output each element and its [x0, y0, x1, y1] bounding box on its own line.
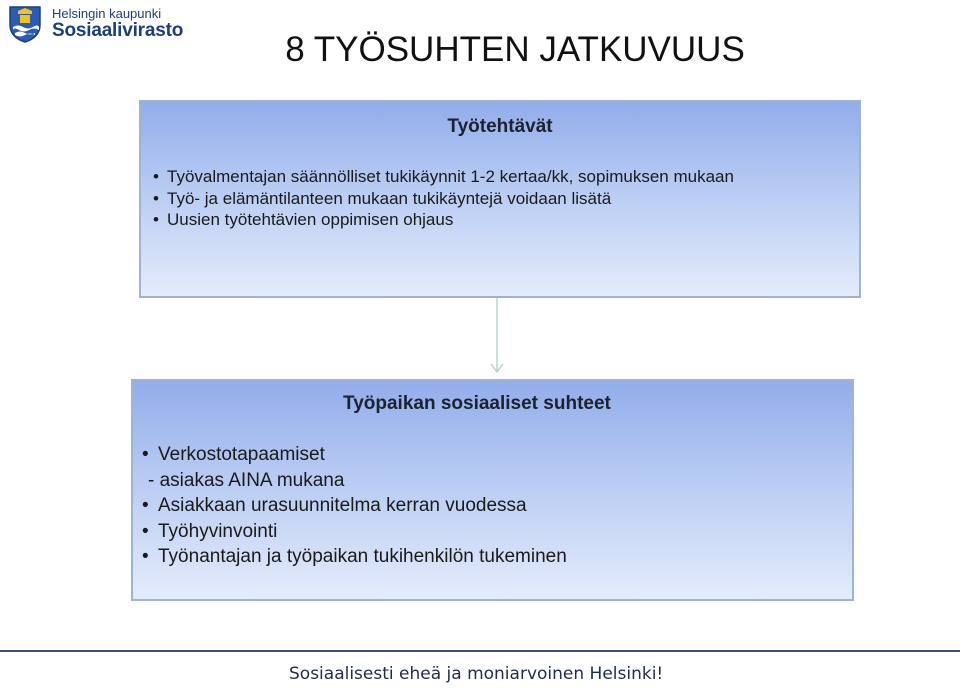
list-item: [142, 493, 842, 519]
list-item-text: Uusien työtehtävien oppimisen ohjaus: [167, 210, 454, 229]
bullet-icon: •: [153, 167, 159, 186]
bullet-icon: •: [142, 546, 149, 567]
social-relations-heading: Työpaikan sosiaaliset suhteet: [343, 393, 611, 414]
bullet-icon: •: [142, 495, 149, 516]
list-item-text: Asiakkaan urasuunnitelma kerran vuodessa: [158, 495, 527, 516]
page-title: 8 TYÖSUHTEN JATKUVUUS: [285, 30, 745, 69]
bullet-icon: •: [153, 210, 159, 229]
work-tasks-heading: Työtehtävät: [447, 116, 553, 137]
list-item-text: Työ- ja elämäntilanteen mukaan tukikäyntejä voidaan lisätä: [167, 188, 612, 208]
social-relations-box: [131, 379, 854, 601]
bullet-icon: •: [142, 520, 149, 542]
footer-divider: [0, 650, 960, 652]
list-item-text: Työvalmentajan säännölliset tukikäynnit 1-2 kertaa/kk, sopimuksen mukaan: [167, 167, 734, 186]
list-item-text: Työnantajan ja työpaikan tukihenkilön tukeminen: [158, 546, 567, 567]
list-item: [153, 188, 843, 210]
bullet-icon: •: [142, 444, 149, 465]
social-relations-list: [142, 442, 842, 570]
header-city: Helsingin kaupunki: [52, 6, 162, 21]
bullet-icon: •: [153, 188, 159, 208]
list-item-text: Verkostotapaamiset: [158, 444, 325, 465]
work-tasks-list: [153, 166, 843, 231]
list-item: [142, 468, 842, 494]
header-org: Sosiaalivirasto: [52, 20, 184, 41]
footer-slogan: Sosiaalisesti eheä ja moniarvoinen Helsinki!: [289, 664, 664, 684]
list-item: [142, 442, 842, 468]
list-item: [153, 209, 843, 231]
list-item-text: - asiakas AINA mukana: [148, 469, 345, 491]
work-tasks-box: [139, 100, 861, 298]
down-arrow-icon: [487, 298, 507, 378]
list-item: [142, 544, 842, 570]
list-item: [153, 166, 843, 188]
list-item-text: Työhyvinvointi: [158, 520, 278, 542]
list-item: [142, 519, 842, 545]
